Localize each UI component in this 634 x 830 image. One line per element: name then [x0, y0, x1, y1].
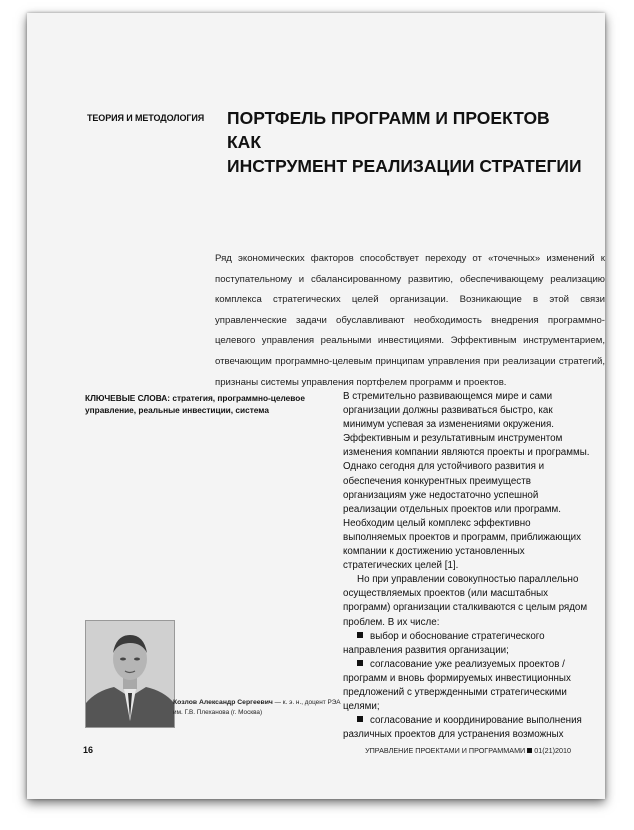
page-number: 16	[83, 745, 94, 755]
list-item-text: согласование уже реализуемых проектов / программ и вновь формируемых инвестиционных предложений с утвержденными стратегическими целями;	[343, 658, 571, 713]
title-line-2: ИНСТРУМЕНТ РЕАЛИЗАЦИИ СТРАТЕГИИ	[227, 156, 582, 176]
article-body	[343, 390, 590, 742]
author-details: — к. э. н., доцент РЭА им. Г.В. Плеханова (г. Москва)	[173, 699, 341, 716]
journal-footer	[365, 746, 571, 755]
journal-issue: 01(21)2010	[534, 746, 571, 755]
list-item-text: выбор и обоснование стратегического направления развития организации;	[343, 630, 545, 656]
author-name: Козлов Александр Сергеевич	[173, 699, 273, 706]
square-bullet-icon	[357, 632, 363, 638]
square-separator-icon	[527, 748, 532, 753]
abstract: Ряд экономических факторов способствует переходу от «точечных» изменений к поступательному и сбалансированному развитию, обеспечивающему реализацию комплекса стратегических целей организации. Возникающие в этой связи управленческие задачи обуславливают необходимость внедрения программно-целевого управления реальными инвестициями. Эффективным инструментарием, отвечающим программно-целевым принципам управления при реализации стратегий, признаны системы управления портфелем программ и проектов.	[215, 253, 605, 388]
article-title	[227, 106, 587, 178]
square-bullet-icon	[357, 660, 363, 666]
list-item-text: согласование и координирование выполнения различных проектов для устранения возможных	[343, 715, 582, 741]
journal-name: УПРАВЛЕНИЕ ПРОЕКТАМИ И ПРОГРАММАМИ	[365, 746, 526, 755]
keywords	[85, 392, 345, 416]
author-portrait-icon	[86, 621, 174, 727]
body-paragraph-1: В стремительно развивающемся мире и сами организации должны развиваться быстро, как минимум успевая за изменениями окружения. Эффективным и результативным инструментом изменения компании являются проекты и программы. Однако сегодня для устойчивого развития и обеспечения конкурентных преимуществ организациям уже недостаточно успешной реализации отдельных проектов или программ. Необходим целый комплекс эффективно выполняемых проектов и программ, приближающих компании к достижению установленных стратегических целей [1].	[343, 391, 590, 572]
author-photo	[85, 620, 175, 728]
author-info	[173, 698, 343, 717]
problem-list	[343, 630, 590, 743]
section-heading: ТЕОРИЯ И МЕТОДОЛОГИЯ	[87, 113, 205, 123]
list-item	[343, 714, 590, 742]
body-paragraph-2: Но при управлении совокупностью параллельно осуществляемых проектов (или масштабных программ) организации сталкиваются с целым рядом проблем. В их числе:	[343, 574, 588, 628]
title-line-1: ПОРТФЕЛЬ ПРОГРАММ И ПРОЕКТОВ КАК	[227, 108, 550, 152]
journal-page	[27, 13, 605, 799]
keywords-label: КЛЮЧЕВЫЕ СЛОВА:	[85, 393, 171, 403]
list-item	[343, 658, 590, 714]
list-item	[343, 630, 590, 658]
keywords-text: стратегия, программно-целевое управление, реальные инвестиции, система	[85, 393, 305, 415]
square-bullet-icon	[357, 716, 363, 722]
